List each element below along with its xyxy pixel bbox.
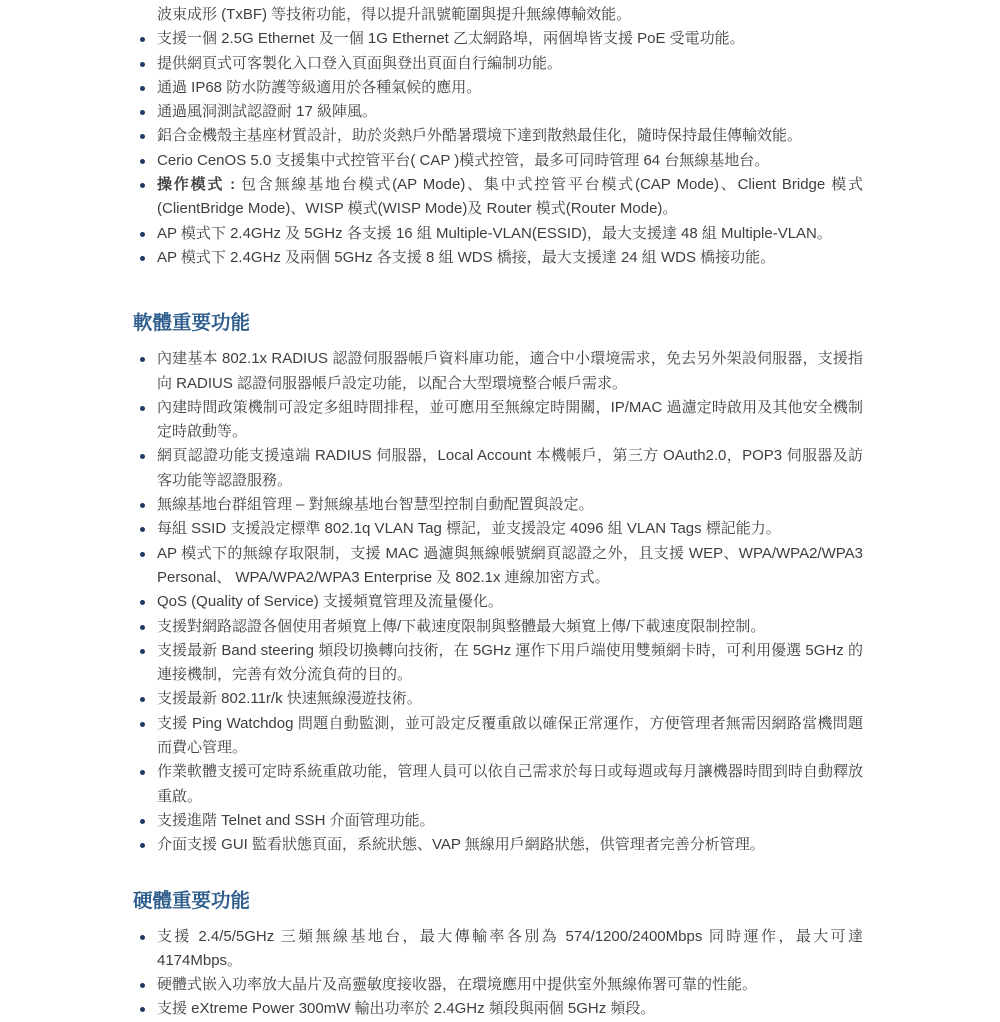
list-item-text: 無線基地台群組管理 – 對無線基地台智慧型控制自動配置與設定。: [157, 496, 594, 514]
list-item-bold-prefix: 操作模式 :: [157, 176, 242, 194]
list-item-text: 提供網頁式可客製化入口登入頁面與登出頁面自行編制功能。: [157, 54, 563, 72]
list-item: [133, 493, 863, 517]
list-item: [133, 149, 863, 173]
list-item-text: 通過 IP68 防水防護等級適用於各種氣候的應用。: [157, 78, 482, 96]
list-item-text: AP 模式下的無線存取限制，支援 MAC 過濾與無線帳號網頁認證之外，且支援 WEP、WPA/WPA2/WPA3 Personal、 WPA/WPA2/WPA3 Enterprise 及 802.1x 連線加密方式。: [157, 544, 863, 586]
list-item: [133, 809, 863, 833]
list-item: [133, 173, 863, 222]
list-item: [133, 615, 863, 639]
list-item-text: 鋁合金機殼主基座材質設計，助於炎熱戶外酷暑環境下達到散熱最佳化，隨時保持最佳傳輸效能。: [157, 127, 803, 145]
list-item: [133, 973, 863, 997]
list-item: [133, 100, 863, 124]
list-item: [133, 590, 863, 614]
list-item-text: 包含無線基地台模式(AP Mode)、集中式控管平台模式(CAP Mode)、Client Bridge 模式(ClientBridge Mode)、WISP 模式(WISP Mode)及 Router 模式(Router Mode)。: [157, 176, 863, 218]
list-item-text: 通過風洞測試認證耐 17 級陣風。: [157, 103, 378, 121]
list-item: [133, 396, 863, 445]
list-item: [133, 27, 863, 51]
list-item: [133, 712, 863, 761]
list-item-text: 硬體式嵌入功率放大晶片及高靈敏度接收器，在環境應用中提供室外無線佈署可靠的性能。: [157, 976, 758, 994]
list-item: [133, 52, 863, 76]
list-item: [133, 833, 863, 857]
list-item-text: AP 模式下 2.4GHz 及 5GHz 各支援 16 組 Multiple-VLAN(ESSID)，最大支援達 48 組 Multiple-VLAN。: [157, 224, 832, 242]
list-item-text: 介面支援 GUI 監看狀態頁面，系統狀態、VAP 無線用戶網路狀態，供管理者完善分析管理。: [157, 836, 765, 854]
list-item-text: Cerio CenOS 5.0 支援集中式控管平台( CAP )模式控管，最多可同時管理 64 台無線基地台。: [157, 151, 770, 169]
intro-continuation-line: 波束成形 (TxBF) 等技術功能，得以提升訊號範圍與提升無線傳輸效能。: [157, 6, 632, 23]
list-item: [133, 925, 863, 974]
list-item: [133, 444, 863, 493]
list-item: [133, 222, 863, 246]
list-item: [133, 347, 863, 396]
list-item-text: 支援 Ping Watchdog 問題自動監測，並可設定反覆重啟以確保正常運作，方便管理者無需因網路當機問題而費心管理。: [157, 714, 863, 757]
list-item-text: 支援一個 2.5G Ethernet 及一個 1G Ethernet 乙太網路埠，兩個埠皆支援 PoE 受電功能。: [157, 30, 745, 48]
list-item-text: 作業軟體支援可定時系統重啟功能，管理人員可以依自己需求於每日或每週或每月讓機器時間到時自動釋放重啟。: [157, 763, 863, 805]
list-item-text: 每組 SSID 支援設定標準 802.1q VLAN Tag 標記，並支援設定 4096 組 VLAN Tags 標記能力。: [157, 520, 781, 538]
list-item: [133, 246, 863, 270]
section-title-hardware: 硬體重要功能: [133, 889, 251, 912]
list-item: [133, 639, 863, 688]
sections-container: [133, 310, 863, 1021]
list-item-text: 支援 eXtreme Power 300mW 輸出功率於 2.4GHz 頻段與兩個 5GHz 頻段。: [157, 1000, 656, 1018]
list-item: [133, 76, 863, 100]
product-description-document: [133, 3, 863, 1022]
feature-list-software: [133, 347, 863, 857]
feature-list-hardware: [133, 925, 863, 1022]
list-item-text: 支援最新 802.11r/k 快速無線漫遊技術。: [157, 690, 422, 708]
list-item: [133, 997, 863, 1021]
list-item: [133, 124, 863, 148]
feature-list-top: [133, 27, 863, 270]
list-item: [133, 760, 863, 809]
list-item-text: 支援進階 Telnet and SSH 介面管理功能。: [157, 811, 435, 829]
list-item: [133, 517, 863, 541]
list-item-text: 支援 2.4/5/5GHz 三頻無線基地台，最大傳輸率各別為 574/1200/2400Mbps 同時運作，最大可達 4174Mbps。: [157, 927, 863, 969]
list-item-text: AP 模式下 2.4GHz 及兩個 5GHz 各支援 8 組 WDS 橋接，最大支援達 24 組 WDS 橋接功能。: [157, 248, 776, 266]
list-item-text: 內建時間政策機制可設定多組時間排程，並可應用至無線定時開關，IP/MAC 過濾定時啟用及其他安全機制定時啟動等。: [157, 398, 863, 441]
section-title-software: 軟體重要功能: [133, 312, 251, 335]
list-item-text: 網頁認證功能支援遠端 RADIUS 伺服器，Local Account 本機帳戶，第三方 OAuth2.0，POP3 伺服器及訪客功能等認證服務。: [157, 447, 863, 489]
list-item: [133, 687, 863, 711]
list-item-text: 內建基本 802.1x RADIUS 認證伺服器帳戶資料庫功能，適合中小環境需求，免去另外架設伺服器，支援指向 RADIUS 認證伺服器帳戶設定功能，以配合大型環境整合帳戶需求。: [157, 350, 863, 392]
list-item-text: 支援對網路認證各個使用者頻寬上傳/下載速度限制與整體最大頻寬上傳/下載速度限制控制。: [157, 617, 766, 635]
list-item-text: 支援最新 Band steering 頻段切換轉向技術，在 5GHz 運作下用戶端使用雙頻網卡時，可利用優選 5GHz 的連接機制，完善有效分流負荷的目的。: [157, 641, 863, 684]
list-item: [133, 542, 863, 591]
list-item-text: QoS (Quality of Service) 支援頻寬管理及流量優化。: [157, 593, 503, 611]
